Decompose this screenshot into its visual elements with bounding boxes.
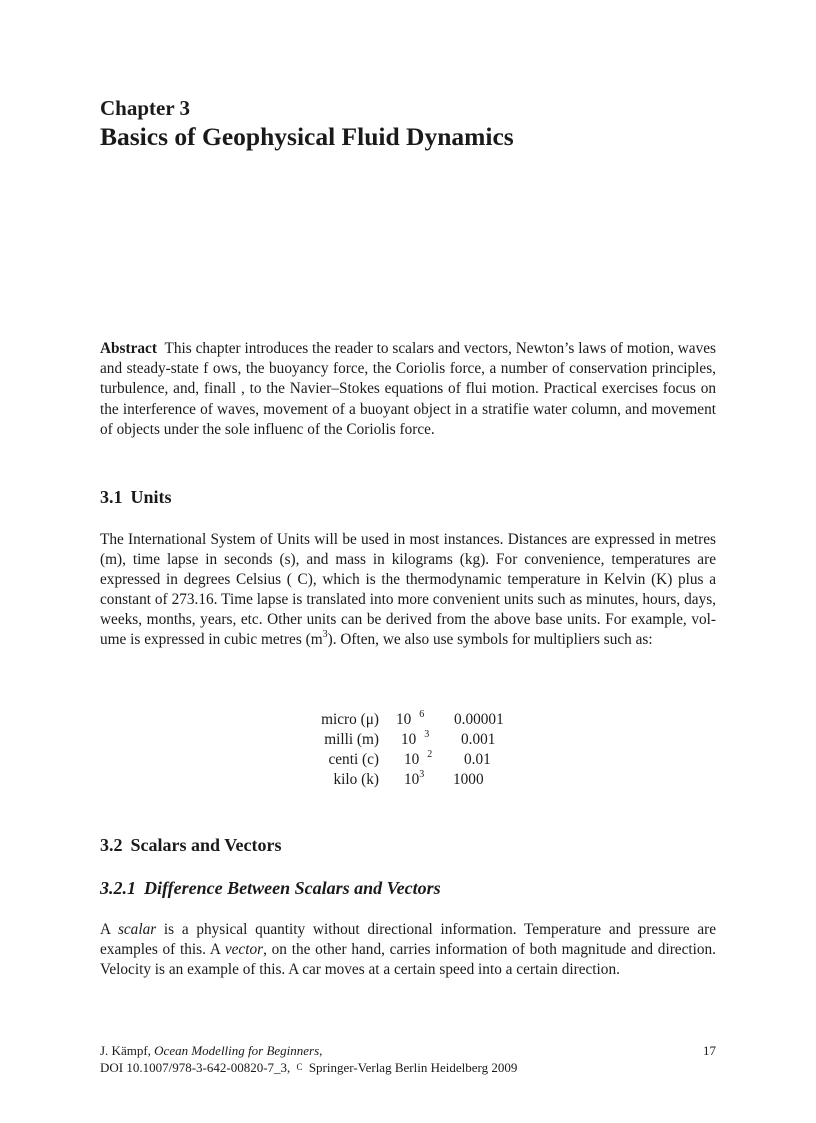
- section-heading-units: [100, 487, 172, 508]
- footer-doi-line: [100, 1059, 716, 1076]
- footer-book-title: Ocean Modelling for Beginners: [154, 1043, 320, 1058]
- units-paragraph-text: The International System of Units will be used in most instances. Distances are expressed in metres (m), time lapse in seconds (s), and mass in kilograms (kg). For convenience, temperatures are expressed in degrees Celsius ( C), which is the thermodynamic temperature in Kelvin (K) plus a constant of 273.16. Time lapse is translated into more convenient units such as minutes, hours, days, weeks, months, years, etc. Other units can be derived from the above base units. For example, vol-ume is expressed in cubic metres (m: [100, 531, 716, 649]
- multiplier-value: 1000: [453, 771, 484, 789]
- multiplier-row: [100, 731, 716, 751]
- footer-doi: DOI 10.1007/978-3-642-00820-7_3,: [100, 1060, 291, 1075]
- multiplier-power: 10 $^2$: [404, 749, 433, 769]
- multiplier-value: 0.001: [461, 731, 496, 749]
- multiplier-row: [100, 771, 716, 791]
- multiplier-value: 0.00001: [454, 711, 504, 728]
- chapter-title: Basics of Geophysical Fluid Dynamics: [100, 122, 514, 151]
- units-paragraph-text-end: ). Often, we also use symbols for multipliers such as:: [327, 631, 653, 649]
- subsection-heading-difference: [100, 878, 441, 899]
- subsection-title: Difference Between Scalars and Vectors: [144, 878, 441, 898]
- cubic-superscript: 3: [322, 629, 328, 641]
- units-paragraph: [100, 530, 716, 651]
- paragraph-text: is a physical quantity without directional information. Temperature and pressure are examples of this. A: [100, 921, 716, 959]
- multiplier-power: 10 $^6$: [396, 708, 425, 728]
- abstract-label: Abstract: [100, 340, 157, 357]
- section-title: Units: [130, 487, 172, 507]
- subsection-number: 3.2.1: [100, 878, 136, 898]
- multiplier-name: centi (c): [328, 751, 379, 769]
- footer-citation: J. Kämpf, Ocean Modelling for Beginners,: [100, 1043, 323, 1058]
- page-number: 17: [703, 1043, 716, 1058]
- scalar-vector-paragraph: [100, 920, 716, 980]
- multiplier-row: [100, 751, 716, 771]
- multiplier-name: micro (μ): [321, 711, 379, 728]
- multiplier-power: 10 $^3$: [401, 729, 430, 749]
- term-scalar: scalar: [117, 921, 157, 938]
- multiplier-name: milli (m): [324, 731, 379, 749]
- section-title: Scalars and Vectors: [130, 835, 282, 855]
- footer-publisher: Springer-Verlag Berlin Heidelberg 2009: [308, 1060, 518, 1075]
- section-number: 3.1: [100, 487, 123, 507]
- footer: [100, 1042, 716, 1076]
- chapter-label: Chapter 3: [100, 96, 191, 120]
- footer-author: J. Kämpf,: [100, 1043, 155, 1058]
- paragraph-text: , on the other hand, carries information of both magnitude and direction. Velocity is an example of this. A car moves at a certain speed into a certain direction.: [100, 941, 716, 979]
- multiplier-value: 0.01: [464, 751, 491, 769]
- abstract-text: This chapter introduces the reader to scalars and vectors, Newton’s laws of motion, waves and steady-state f ows, the buoyancy force, the Coriolis force, a number of conservation principles, turbulence, and, finall , to the Navier–Stokes equations of flui motion. Practical exercises focus on the interference of waves, movement of a buoyant object in a stratifie water column, and movement of objects under the sole influenc of the Coriolis force.: [100, 340, 716, 438]
- multiplier-power: $10^3$: [404, 769, 425, 789]
- section-heading-scalars-vectors: [100, 835, 282, 856]
- term-vector: vector: [224, 941, 264, 959]
- multiplier-name: kilo (k): [333, 771, 379, 789]
- paragraph-text: A: [100, 921, 118, 938]
- section-number: 3.2: [100, 835, 123, 855]
- multiplier-table: [100, 708, 716, 791]
- copyright-symbol: C: [296, 1062, 303, 1072]
- abstract: [100, 339, 716, 440]
- multiplier-row: [100, 708, 716, 731]
